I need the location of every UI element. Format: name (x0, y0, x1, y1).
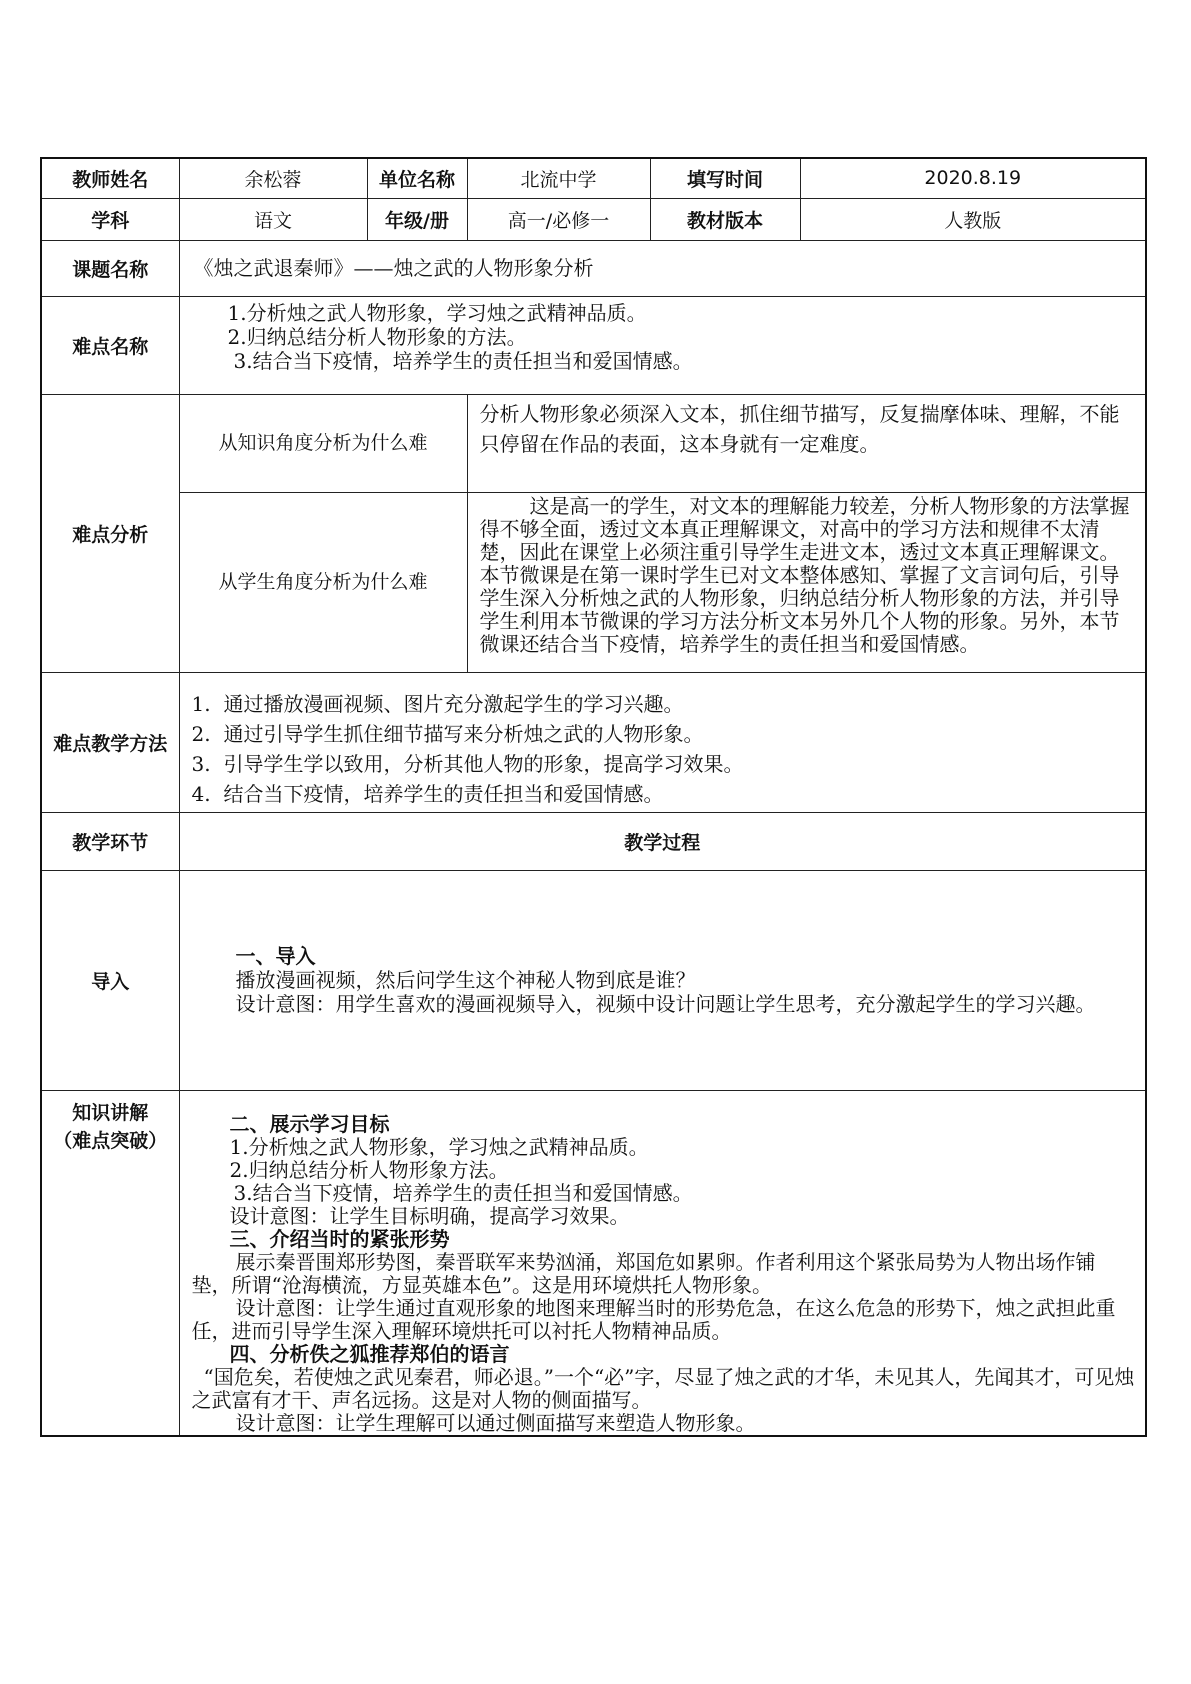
knowledge-angle-text: 分析人物形象必须深入文本，抓住细节描写，反复揣摩体味、理解，不能只停留在作品的表面，这本身就有一定难度。 (467, 394, 1146, 492)
method-text: 通过播放漫画视频、图片充分激起学生的学习兴趣。 (223, 691, 684, 716)
difficulty-item-2: 2.归纳总结分析人物形象的方法。 (227, 324, 527, 349)
method-list (179, 672, 1146, 812)
intro-line-1: 播放漫画视频，然后问学生这个神秘人物到底是谁？ (235, 968, 696, 992)
grade-value: 高一/必修一 (467, 198, 650, 240)
knowledge-content (179, 1090, 1146, 1436)
knowledge-label (41, 1090, 179, 1436)
intro-line-2: 设计意图：用学生喜欢的漫画视频导入，视频中设计问题让学生思考，充分激起学生的学习兴趣。 (235, 992, 1096, 1016)
difficulty-item-3: 3.结合当下疫情，培养学生的责任担当和爱国情感。 (233, 348, 693, 373)
difficulty-label: 难点名称 (41, 296, 179, 394)
topic-row (41, 240, 1146, 296)
speech-heading: 四、分析佚之狐推荐郑伯的语言 (229, 1341, 510, 1366)
difficulty-list (179, 296, 1146, 394)
intro-heading: 一、导入 (235, 944, 316, 968)
analysis-row-knowledge (41, 394, 1146, 492)
method-row (41, 672, 1146, 812)
student-angle-text: 这是高一的学生，对文本的理解能力较差，分析人物形象的方法掌握得不够全面，透过文本真正理解课文，对高中的学习方法和规律不太清楚，因此在课堂上必须注重引导学生走进文本，透过文本真正理解课文。本节微课是在第一课时学生已对文本整体感知、掌握了文言词句后，引导学生深入分析烛之武的人物形象，归纳总结分析人物形象的方法，并引导学生利用本节微课的学习方法分析文本另外几个人物的形象。另外，本节微课还结合当下疫情，培养学生的责任担当和爱国情感。 (467, 492, 1146, 672)
situation-intent: 设计意图：让学生通过直观形象的地图来理解当时的形势危急，在这么危急的形势下，烛之武担此重任，进而引导学生深入理解环境烘托可以衬托人物精神品质。 (191, 1295, 1116, 1343)
method-item (192, 689, 1146, 719)
edition-value: 人教版 (800, 198, 1146, 240)
process-label: 教学过程 (179, 812, 1146, 870)
stage-label: 教学环节 (41, 812, 179, 870)
topic-label: 课题名称 (41, 240, 179, 296)
grade-label: 年级/册 (367, 198, 467, 240)
student-angle-label: 从学生角度分析为什么难 (179, 492, 467, 672)
method-item (192, 719, 1146, 749)
process-header-row (41, 812, 1146, 870)
subject-value: 语文 (179, 198, 367, 240)
situation-heading: 三、介绍当时的紧张形势 (229, 1226, 450, 1251)
method-item (192, 749, 1146, 779)
knowledge-label-line-1: 知识讲解 (72, 1101, 149, 1124)
difficulty-item-1: 1.分析烛之武人物形象，学习烛之武精神品质。 (227, 300, 647, 325)
method-label: 难点教学方法 (41, 672, 179, 812)
goals-heading: 二、展示学习目标 (229, 1111, 390, 1136)
goal-item-1: 1.分析烛之武人物形象，学习烛之武精神品质。 (229, 1134, 649, 1159)
topic-text: 《烛之武退秦师》——烛之武的人物形象分析 (179, 240, 1146, 296)
intro-label: 导入 (41, 870, 179, 1090)
date-value: 2020.8.19 (800, 158, 1146, 198)
situation-text: 展示秦晋围郑形势图，秦晋联军来势汹涌，郑国危如累卵。作者利用这个紧张局势为人物出场作铺垫，所谓“沧海横流，方显英雄本色”。这是用环境烘托人物形象。 (191, 1249, 1096, 1297)
speech-text: “国危矣，若使烛之武见秦君，师必退。”一个“必”字，尽显了烛之武的才华，未见其人，先闻其才，可见烛之武富有才干、声名远扬。这是对人物的侧面描写。 (191, 1364, 1135, 1412)
knowledge-angle-label: 从知识角度分析为什么难 (179, 394, 467, 492)
intro-content (179, 870, 1146, 1090)
goals-intent: 设计意图：让学生目标明确，提高学习效果。 (229, 1203, 630, 1228)
method-item (192, 779, 1146, 809)
method-num: 3. (191, 751, 211, 776)
subject-label: 学科 (41, 198, 179, 240)
goal-item-2: 2.归纳总结分析人物形象方法。 (229, 1157, 509, 1182)
unit-label: 单位名称 (367, 158, 467, 198)
method-text: 通过引导学生抓住细节描写来分析烛之武的人物形象。 (223, 721, 704, 746)
info-row-2 (41, 198, 1146, 240)
lesson-plan-table (40, 157, 1147, 1437)
date-label: 填写时间 (650, 158, 800, 198)
goal-item-3: 3.结合当下疫情，培养学生的责任担当和爱国情感。 (233, 1180, 693, 1205)
difficulty-row (41, 296, 1146, 394)
method-num: 1. (191, 691, 211, 716)
analysis-row-student (41, 492, 1146, 672)
knowledge-row (41, 1090, 1146, 1436)
method-num: 2. (191, 721, 211, 746)
method-num: 4. (191, 781, 211, 806)
method-text: 结合当下疫情，培养学生的责任担当和爱国情感。 (223, 781, 664, 806)
edition-label: 教材版本 (650, 198, 800, 240)
speech-intent: 设计意图：让学生理解可以通过侧面描写来塑造人物形象。 (235, 1410, 756, 1435)
intro-row (41, 870, 1146, 1090)
analysis-label: 难点分析 (41, 394, 179, 672)
teacher-label: 教师姓名 (41, 158, 179, 198)
teacher-value: 余松蓉 (179, 158, 367, 198)
info-row-1 (41, 158, 1146, 198)
knowledge-label-line-2: （难点突破） (53, 1129, 168, 1152)
method-text: 引导学生学以致用，分析其他人物的形象，提高学习效果。 (223, 751, 744, 776)
unit-value: 北流中学 (467, 158, 650, 198)
